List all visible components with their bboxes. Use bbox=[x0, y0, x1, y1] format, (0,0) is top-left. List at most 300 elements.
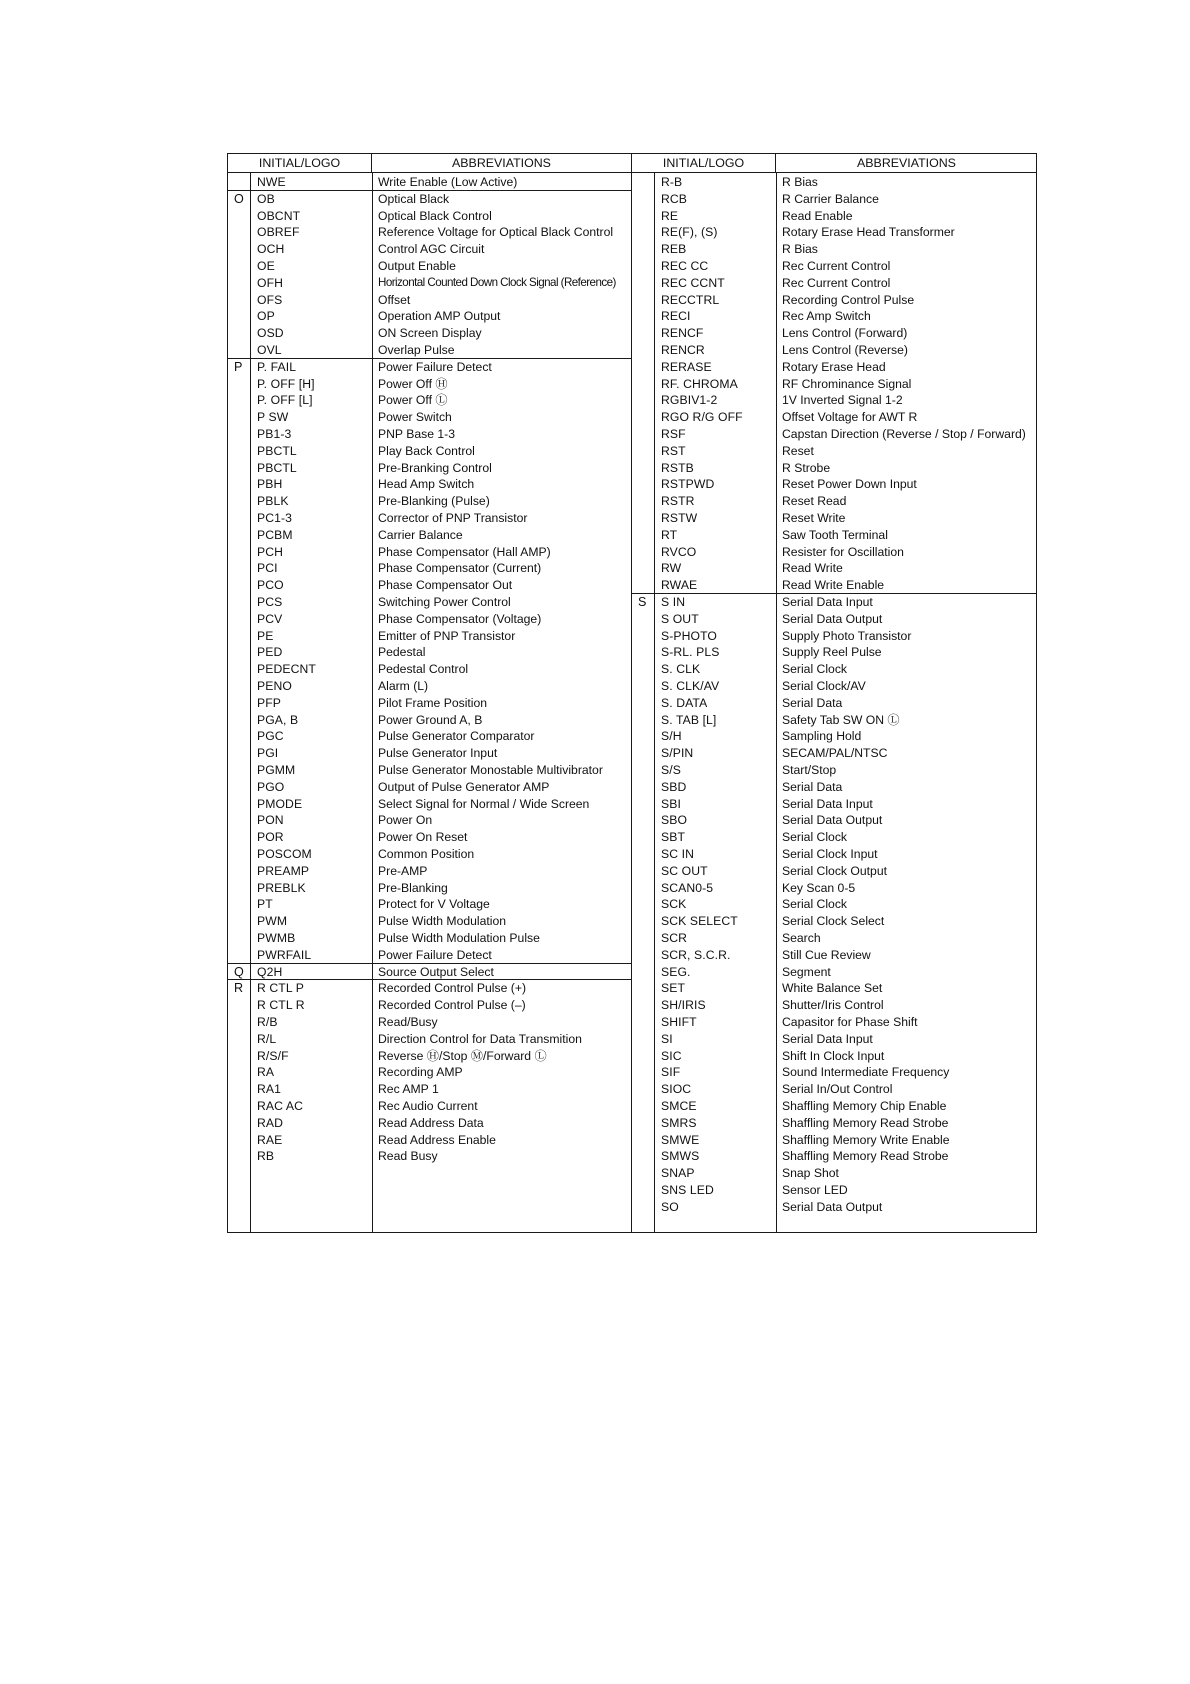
abbreviation-meaning: Supply Reel Pulse bbox=[782, 645, 882, 660]
table-row bbox=[632, 611, 1037, 628]
abbreviation-meaning: Power On bbox=[378, 813, 433, 828]
table-row bbox=[228, 913, 631, 930]
abbreviation-meaning: Serial Clock Select bbox=[782, 914, 885, 929]
table-row bbox=[228, 1031, 631, 1048]
table-row bbox=[632, 392, 1037, 409]
table-row bbox=[228, 308, 631, 325]
table-row bbox=[228, 493, 631, 510]
table-row bbox=[632, 628, 1037, 645]
abbreviation-code: S-PHOTO bbox=[661, 628, 718, 643]
abbreviation-meaning: Control AGC Circuit bbox=[378, 242, 485, 257]
table-row bbox=[632, 527, 1037, 544]
table-row bbox=[632, 980, 1037, 997]
table-row bbox=[632, 695, 1037, 712]
abbreviation-code: RA1 bbox=[257, 1082, 282, 1097]
abbreviation-meaning: Serial Clock Input bbox=[782, 847, 878, 861]
abbreviation-code: SCK bbox=[661, 897, 687, 912]
abbreviation-code: RERASE bbox=[661, 359, 712, 374]
table-row bbox=[228, 812, 631, 829]
abbreviation-meaning: Read Write Enable bbox=[782, 578, 885, 593]
abbreviation-meaning: Corrector of PNP Transistor bbox=[378, 511, 528, 525]
abbreviation-meaning: Alarm (L) bbox=[378, 679, 429, 693]
abbreviation-meaning: Reset bbox=[782, 443, 814, 458]
abbreviation-meaning: Sound Intermediate Frequency bbox=[782, 1065, 950, 1080]
table-row bbox=[632, 846, 1037, 863]
abbreviation-meaning: Shaffling Memory Read Strobe bbox=[782, 1115, 949, 1130]
abbreviation-meaning: Shaffling Memory Chip Enable bbox=[782, 1099, 947, 1113]
table-row bbox=[228, 443, 631, 460]
table-row bbox=[632, 426, 1037, 443]
abbreviation-code: PWRFAIL bbox=[257, 947, 312, 962]
table-row bbox=[632, 443, 1037, 460]
abbreviation-code: RE bbox=[661, 208, 679, 223]
abbreviation-code: S. TAB [L] bbox=[661, 712, 717, 727]
abbreviation-code: SH/IRIS bbox=[661, 998, 706, 1013]
abbreviation-code: SET bbox=[661, 981, 686, 996]
table-row bbox=[632, 476, 1037, 493]
table-row bbox=[228, 678, 631, 695]
table-row bbox=[228, 1098, 631, 1115]
abbreviation-code: RSTW bbox=[661, 511, 698, 525]
table-row bbox=[632, 829, 1037, 846]
table-row bbox=[228, 1064, 631, 1081]
abbreviation-code: OP bbox=[257, 309, 275, 324]
abbreviation-code: R CTL R bbox=[257, 998, 305, 1013]
abbreviation-meaning: Read Address Data bbox=[378, 1115, 484, 1130]
table-row bbox=[228, 796, 631, 813]
table-row bbox=[228, 224, 631, 241]
abbreviation-meaning: Shift In Clock Input bbox=[782, 1048, 885, 1063]
abbreviation-meaning: Safety Tab SW ON Ⓛ bbox=[782, 712, 900, 727]
table-row bbox=[632, 577, 1037, 594]
abbreviation-meaning: Head Amp Switch bbox=[378, 477, 475, 492]
abbreviation-meaning: Start/Stop bbox=[782, 763, 837, 777]
abbreviation-code: S IN bbox=[661, 595, 686, 609]
abbreviation-code: SO bbox=[661, 1199, 679, 1214]
abbreviation-meaning: Lens Control (Reverse) bbox=[782, 343, 908, 357]
table-row bbox=[632, 1165, 1037, 1182]
table-row bbox=[632, 896, 1037, 913]
abbreviation-code: RGO R/G OFF bbox=[661, 410, 743, 425]
abbreviation-meaning: Rotary Erase Head Transformer bbox=[782, 225, 955, 240]
table-row bbox=[632, 1081, 1037, 1098]
abbreviation-code: RA bbox=[257, 1065, 275, 1080]
abbreviation-meaning: Power Failure Detect bbox=[378, 947, 492, 962]
table-row bbox=[632, 1014, 1037, 1031]
table-row bbox=[632, 1064, 1037, 1081]
abbreviation-meaning: Recording AMP bbox=[378, 1065, 463, 1080]
abbreviation-meaning: Recorded Control Pulse (+) bbox=[378, 981, 527, 996]
abbreviation-meaning: Switching Power Control bbox=[378, 595, 511, 609]
abbreviation-meaning: Phase Compensator Out bbox=[378, 578, 513, 593]
abbreviation-code: SBT bbox=[661, 830, 686, 845]
abbreviation-meaning: Pulse Generator Comparator bbox=[378, 729, 535, 744]
abbreviation-code: OSD bbox=[257, 326, 284, 341]
abbreviation-code: SHIFT bbox=[661, 1015, 697, 1029]
table-row bbox=[228, 392, 631, 409]
abbreviation-meaning: Read/Busy bbox=[378, 1015, 438, 1029]
abbreviation-code: PGO bbox=[257, 779, 285, 794]
abbreviation-code: OE bbox=[257, 259, 275, 273]
table-row bbox=[632, 913, 1037, 930]
table-row bbox=[228, 964, 631, 981]
abbreviation-code: P SW bbox=[257, 410, 289, 425]
abbreviation-code: RAC AC bbox=[257, 1099, 303, 1113]
abbreviation-code: OCH bbox=[257, 242, 285, 257]
abbreviation-meaning: Pilot Frame Position bbox=[378, 695, 488, 710]
table-row bbox=[228, 560, 631, 577]
abbreviation-meaning: Common Position bbox=[378, 847, 475, 861]
table-row bbox=[228, 426, 631, 443]
table-row bbox=[632, 275, 1037, 292]
table-row bbox=[228, 745, 631, 762]
table-row bbox=[228, 829, 631, 846]
abbreviation-code: RT bbox=[661, 527, 678, 542]
abbreviation-meaning: Serial Data Input bbox=[782, 796, 873, 811]
abbreviation-meaning: RF Chrominance Signal bbox=[782, 376, 912, 391]
abbreviation-meaning: Serial Data Input bbox=[782, 1031, 873, 1046]
abbreviation-meaning: Serial Clock bbox=[782, 897, 848, 912]
table-row bbox=[228, 1014, 631, 1031]
abbreviation-code: POR bbox=[257, 830, 284, 845]
abbreviation-meaning: Serial Data bbox=[782, 779, 843, 794]
right-header-abbreviations: ABBREVIATIONS bbox=[857, 156, 956, 170]
abbreviation-code: S OUT bbox=[661, 611, 699, 626]
abbreviation-meaning: Recorded Control Pulse (–) bbox=[378, 998, 526, 1013]
abbreviation-code: RENCR bbox=[661, 343, 705, 357]
abbreviation-meaning: R Bias bbox=[782, 175, 818, 189]
table-row bbox=[632, 1048, 1037, 1065]
table-row bbox=[632, 779, 1037, 796]
abbreviation-code: R/B bbox=[257, 1015, 278, 1029]
table-row bbox=[228, 896, 631, 913]
abbreviation-code: PC1-3 bbox=[257, 511, 293, 525]
abbreviation-code: PGI bbox=[257, 746, 279, 761]
abbreviation-code: P. OFF [H] bbox=[257, 376, 315, 391]
abbreviation-meaning: SECAM/PAL/NTSC bbox=[782, 746, 888, 761]
table-row bbox=[228, 594, 631, 611]
abbreviation-code: SBI bbox=[661, 796, 681, 811]
abbreviation-code: P. OFF [L] bbox=[257, 393, 313, 408]
abbreviation-code: PGC bbox=[257, 729, 284, 744]
abbreviation-meaning: Power Off Ⓗ bbox=[378, 376, 448, 391]
abbreviation-meaning: Serial In/Out Control bbox=[782, 1082, 893, 1097]
table-row bbox=[632, 560, 1037, 577]
abbreviation-code: SBD bbox=[661, 779, 687, 794]
abbreviation-code: RWAE bbox=[661, 578, 698, 593]
abbreviation-meaning: Phase Compensator (Current) bbox=[378, 561, 542, 576]
abbreviation-meaning: Output Enable bbox=[378, 259, 456, 273]
abbreviation-meaning: Reverse Ⓗ/Stop Ⓜ/Forward Ⓛ bbox=[378, 1048, 547, 1063]
table-row bbox=[632, 964, 1037, 981]
abbreviation-code: PBLK bbox=[257, 494, 289, 509]
abbreviation-code: P. FAIL bbox=[257, 359, 297, 374]
abbreviation-meaning: Horizontal Counted Down Clock Signal (Reference) bbox=[378, 275, 616, 289]
table-row bbox=[228, 695, 631, 712]
abbreviation-code: PCV bbox=[257, 611, 283, 626]
abbreviation-meaning: Saw Tooth Terminal bbox=[782, 527, 888, 542]
abbreviation-meaning: Serial Data Output bbox=[782, 813, 883, 828]
abbreviation-code: SCAN0-5 bbox=[661, 880, 714, 895]
abbreviation-meaning: Supply Photo Transistor bbox=[782, 628, 912, 643]
abbreviation-meaning: Rotary Erase Head bbox=[782, 359, 886, 374]
abbreviation-meaning: Pulse Width Modulation Pulse bbox=[378, 931, 540, 945]
abbreviation-code: SEG. bbox=[661, 964, 691, 979]
abbreviation-meaning: White Balance Set bbox=[782, 981, 883, 996]
table-row bbox=[632, 644, 1037, 661]
table-row bbox=[228, 947, 631, 964]
abbreviation-meaning: Rec AMP 1 bbox=[378, 1082, 439, 1097]
abbreviation-meaning: Power Off Ⓛ bbox=[378, 393, 448, 408]
abbreviation-code: OVL bbox=[257, 343, 282, 357]
abbreviation-code: PCH bbox=[257, 544, 284, 559]
table-row bbox=[228, 241, 631, 258]
abbreviation-meaning: R Bias bbox=[782, 242, 818, 257]
abbreviation-meaning: ON Screen Display bbox=[378, 326, 482, 341]
abbreviation-code: PBCTL bbox=[257, 460, 297, 475]
abbreviation-meaning: Pulse Generator Monostable Multivibrator bbox=[378, 763, 603, 777]
table-row bbox=[228, 476, 631, 493]
abbreviation-meaning: 1V Inverted Signal 1-2 bbox=[782, 393, 903, 408]
abbreviation-code: RECCTRL bbox=[661, 292, 720, 307]
left-header-abbreviations: ABBREVIATIONS bbox=[452, 156, 551, 170]
abbreviation-meaning: Power Ground A, B bbox=[378, 712, 483, 727]
abbreviation-meaning: Emitter of PNP Transistor bbox=[378, 628, 516, 643]
abbreviation-meaning: Rec Amp Switch bbox=[782, 309, 871, 324]
abbreviation-code: PCO bbox=[257, 578, 284, 593]
table-row bbox=[632, 1182, 1037, 1199]
abbreviation-meaning: Serial Data bbox=[782, 695, 843, 710]
abbreviation-meaning: Sampling Hold bbox=[782, 729, 862, 744]
abbreviation-code: PENO bbox=[257, 679, 292, 693]
table-row bbox=[228, 409, 631, 426]
table-row bbox=[632, 1098, 1037, 1115]
table-row bbox=[632, 796, 1037, 813]
abbreviation-code: NWE bbox=[257, 175, 286, 189]
abbreviation-meaning: Overlap Pulse bbox=[378, 343, 455, 357]
table-row bbox=[228, 376, 631, 393]
abbreviation-meaning: Capasitor for Phase Shift bbox=[782, 1015, 918, 1029]
abbreviation-meaning: Shaffling Memory Write Enable bbox=[782, 1132, 950, 1147]
abbreviation-meaning: Pre-AMP bbox=[378, 863, 428, 878]
table-row bbox=[228, 779, 631, 796]
abbreviation-code: SMRS bbox=[661, 1115, 697, 1130]
abbreviation-code: OFS bbox=[257, 292, 283, 307]
abbreviation-meaning: Serial Data Input bbox=[782, 595, 873, 609]
abbreviation-code: PREAMP bbox=[257, 863, 310, 878]
abbreviation-meaning: Serial Clock bbox=[782, 662, 848, 677]
table-row bbox=[228, 359, 631, 376]
abbreviation-meaning: Snap Shot bbox=[782, 1166, 839, 1181]
abbreviation-meaning: Power Failure Detect bbox=[378, 359, 492, 374]
abbreviation-code: OBCNT bbox=[257, 208, 301, 223]
table-row bbox=[228, 208, 631, 225]
table-left-half bbox=[228, 154, 632, 1232]
abbreviation-code: Q2H bbox=[257, 964, 283, 979]
abbreviation-meaning: Serial Data Output bbox=[782, 1199, 883, 1214]
abbreviation-meaning: Pulse Generator Input bbox=[378, 746, 498, 761]
group-letter: O bbox=[234, 191, 244, 206]
table-row bbox=[228, 174, 631, 191]
abbreviation-code: S. CLK/AV bbox=[661, 679, 720, 693]
abbreviation-code: REB bbox=[661, 242, 687, 257]
abbreviation-meaning: Phase Compensator (Hall AMP) bbox=[378, 544, 551, 559]
table-row bbox=[228, 880, 631, 897]
table-row bbox=[228, 712, 631, 729]
abbreviation-code: RST bbox=[661, 443, 686, 458]
right-header bbox=[632, 154, 1037, 173]
table-row bbox=[228, 762, 631, 779]
abbreviation-code: RB bbox=[257, 1149, 275, 1164]
group-letter: P bbox=[234, 359, 243, 374]
abbreviation-code: PED bbox=[257, 645, 283, 660]
abbreviation-code: R/S/F bbox=[257, 1048, 289, 1063]
abbreviation-code: PWM bbox=[257, 914, 288, 929]
table-row bbox=[632, 1199, 1037, 1216]
abbreviation-meaning: Source Output Select bbox=[378, 964, 494, 979]
abbreviation-code: PWMB bbox=[257, 931, 296, 945]
abbreviation-code: PE bbox=[257, 628, 274, 643]
table-row bbox=[228, 997, 631, 1014]
table-row bbox=[632, 661, 1037, 678]
abbreviation-code: S. DATA bbox=[661, 695, 708, 710]
table-row bbox=[632, 880, 1037, 897]
abbreviation-code: OBREF bbox=[257, 225, 300, 240]
table-row bbox=[632, 241, 1037, 258]
abbreviation-code: SIC bbox=[661, 1048, 682, 1063]
table-row bbox=[632, 1115, 1037, 1132]
abbreviation-code: PB1-3 bbox=[257, 427, 292, 441]
abbreviation-code: SMCE bbox=[661, 1099, 697, 1113]
abbreviation-code: PGA, B bbox=[257, 712, 299, 727]
abbreviation-meaning: Shaffling Memory Read Strobe bbox=[782, 1149, 949, 1164]
table-row bbox=[228, 325, 631, 342]
abbreviation-code: PCI bbox=[257, 561, 278, 576]
right-header-initial-logo: INITIAL/LOGO bbox=[632, 154, 776, 172]
table-row bbox=[632, 728, 1037, 745]
abbreviation-meaning: Serial Clock/AV bbox=[782, 679, 866, 693]
abbreviation-meaning: Segment bbox=[782, 964, 831, 979]
abbreviation-code: RW bbox=[661, 561, 682, 576]
abbreviation-meaning: Pulse Width Modulation bbox=[378, 914, 507, 929]
abbreviation-code: S-RL. PLS bbox=[661, 645, 720, 660]
abbreviation-meaning: Rec Current Control bbox=[782, 275, 891, 290]
abbreviation-meaning: Reset Write bbox=[782, 511, 846, 525]
abbreviation-meaning: Operation AMP Output bbox=[378, 309, 501, 324]
abbreviation-meaning: Still Cue Review bbox=[782, 947, 871, 962]
table-row bbox=[228, 930, 631, 947]
abbreviation-code: SBO bbox=[661, 813, 688, 828]
abbreviation-code: SCK SELECT bbox=[661, 914, 738, 929]
abbreviation-code: PEDECNT bbox=[257, 662, 316, 677]
abbreviation-code: POSCOM bbox=[257, 847, 312, 861]
abbreviation-meaning: Write Enable (Low Active) bbox=[378, 175, 518, 189]
abbreviation-table bbox=[227, 153, 1037, 1233]
table-row bbox=[228, 1115, 631, 1132]
table-row bbox=[632, 258, 1037, 275]
abbreviation-code: SIF bbox=[661, 1065, 681, 1080]
abbreviation-meaning: Optical Black Control bbox=[378, 208, 492, 223]
abbreviation-meaning: Rec Current Control bbox=[782, 259, 891, 273]
table-row bbox=[632, 1148, 1037, 1165]
abbreviation-meaning: Power On Reset bbox=[378, 830, 468, 845]
abbreviation-code: RAD bbox=[257, 1115, 284, 1130]
abbreviation-meaning: Direction Control for Data Transmition bbox=[378, 1031, 582, 1046]
table-row bbox=[228, 258, 631, 275]
table-row bbox=[632, 376, 1037, 393]
abbreviation-meaning: Rec Audio Current bbox=[378, 1099, 478, 1113]
abbreviation-meaning: Shutter/Iris Control bbox=[782, 998, 884, 1013]
abbreviation-code: S/S bbox=[661, 763, 681, 777]
abbreviation-code: SCR bbox=[661, 931, 688, 945]
abbreviation-meaning: Pre-Blanking (Pulse) bbox=[378, 494, 490, 509]
abbreviation-meaning: Protect for V Voltage bbox=[378, 897, 490, 912]
abbreviation-meaning: Reset Read bbox=[782, 494, 847, 509]
table-row bbox=[632, 174, 1037, 191]
table-row bbox=[632, 460, 1037, 477]
table-row bbox=[632, 863, 1037, 880]
table-row bbox=[632, 762, 1037, 779]
abbreviation-code: PBH bbox=[257, 477, 283, 492]
abbreviation-code: PT bbox=[257, 897, 273, 912]
table-row bbox=[228, 292, 631, 309]
table-row bbox=[632, 325, 1037, 342]
abbreviation-code: RSTR bbox=[661, 494, 695, 509]
abbreviation-code: RGBIV1-2 bbox=[661, 393, 718, 408]
abbreviation-code: PCBM bbox=[257, 527, 293, 542]
table-row bbox=[632, 812, 1037, 829]
abbreviation-meaning: Carrier Balance bbox=[378, 527, 463, 542]
table-row bbox=[632, 224, 1037, 241]
abbreviation-meaning: Output of Pulse Generator AMP bbox=[378, 779, 550, 794]
table-row bbox=[632, 678, 1037, 695]
abbreviation-meaning: Read Address Enable bbox=[378, 1132, 496, 1147]
table-row bbox=[228, 577, 631, 594]
group-letter: R bbox=[234, 981, 244, 996]
table-row bbox=[632, 997, 1037, 1014]
table-row bbox=[228, 342, 631, 359]
abbreviation-code: SI bbox=[661, 1031, 673, 1046]
table-row bbox=[228, 510, 631, 527]
abbreviation-code: RSTPWD bbox=[661, 477, 715, 492]
abbreviation-code: SC IN bbox=[661, 847, 695, 861]
abbreviation-code: SIOC bbox=[661, 1082, 692, 1097]
abbreviation-meaning: Serial Clock Output bbox=[782, 863, 887, 878]
table-row bbox=[228, 628, 631, 645]
table-row bbox=[632, 510, 1037, 527]
abbreviation-code: RECI bbox=[661, 309, 691, 324]
abbreviation-code: RSF bbox=[661, 427, 686, 441]
abbreviation-code: RE(F), (S) bbox=[661, 225, 718, 240]
abbreviation-meaning: PNP Base 1-3 bbox=[378, 427, 456, 441]
abbreviation-meaning: Offset bbox=[378, 292, 411, 307]
left-header bbox=[228, 154, 631, 173]
abbreviation-code: R CTL P bbox=[257, 981, 304, 996]
table-row bbox=[228, 275, 631, 292]
table-right-half bbox=[632, 154, 1037, 1232]
table-row bbox=[632, 1031, 1037, 1048]
abbreviation-code: SMWS bbox=[661, 1149, 700, 1164]
abbreviation-code: S. CLK bbox=[661, 662, 701, 677]
group-letter: S bbox=[638, 595, 647, 609]
abbreviation-code: PREBLK bbox=[257, 880, 306, 895]
abbreviation-meaning: Capstan Direction (Reverse / Stop / Forward) bbox=[782, 427, 1026, 441]
abbreviation-meaning: Pre-Branking Control bbox=[378, 460, 492, 475]
abbreviation-code: SMWE bbox=[661, 1132, 700, 1147]
abbreviation-code: S/PIN bbox=[661, 746, 694, 761]
left-header-initial-logo: INITIAL/LOGO bbox=[228, 154, 372, 172]
abbreviation-meaning: Lens Control (Forward) bbox=[782, 326, 908, 341]
